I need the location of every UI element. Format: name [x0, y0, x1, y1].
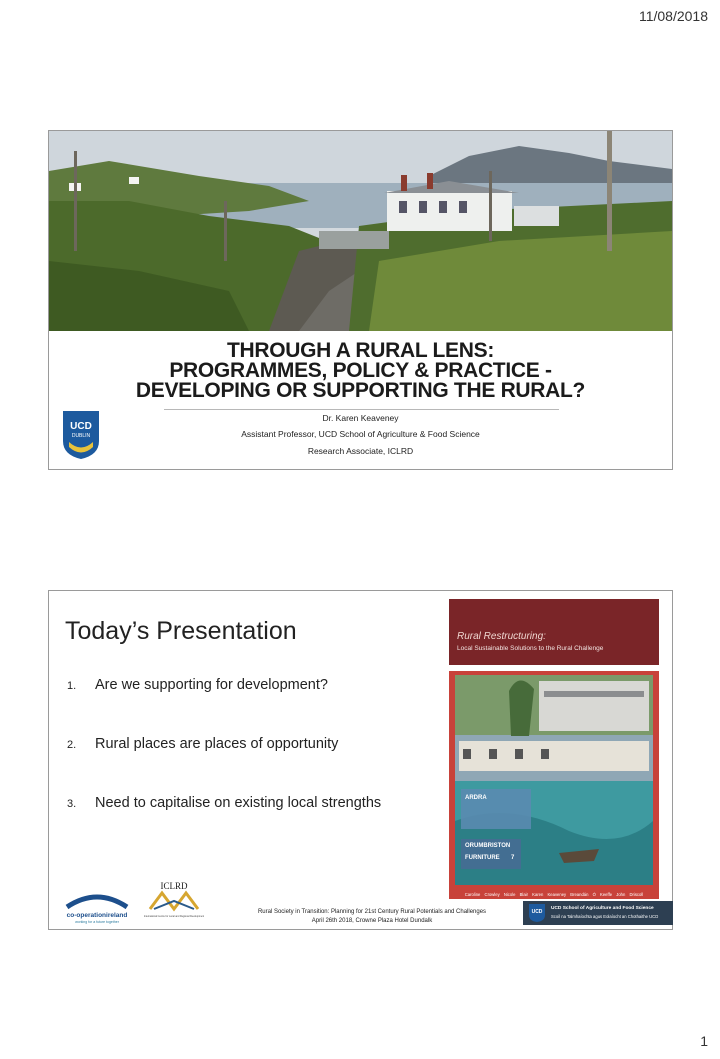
- author-role: Assistant Professor, UCD School of Agriculture & Food Science: [241, 429, 480, 439]
- book-cover: [449, 599, 659, 899]
- title-slide: [48, 130, 673, 470]
- list-number: 2.: [67, 739, 77, 751]
- coop-logo-name: co-operationireland: [66, 912, 128, 919]
- title-line-1: THROUGH A RURAL LENS:: [226, 339, 495, 362]
- author-name: Dr. Karen Keaveney: [322, 413, 399, 423]
- print-date: 11/08/2018: [638, 8, 708, 24]
- ucd-banner-mark: UCD: [531, 909, 543, 915]
- list-item: [67, 736, 338, 752]
- book-cover-header: [449, 599, 659, 665]
- ucd-school-banner: [523, 901, 673, 925]
- author-affiliation: Research Associate, ICLRD: [307, 446, 414, 456]
- iclrd-logo-tagline: International Centre for Local and Regional Development: [144, 915, 204, 918]
- ucd-logo-text: UCD: [70, 421, 92, 432]
- slide-footer-line-1: Rural Society in Transition: Planning for 21st Century Rural Potentials and Challenges: [257, 909, 487, 915]
- coop-logo-tagline: working for a future together: [75, 920, 119, 924]
- list-text: Rural places are places of opportunity: [95, 736, 339, 752]
- title-line-2: PROGRAMMES, POLICY & PRACTICE -: [169, 359, 552, 382]
- slide-title: [49, 341, 672, 401]
- list-item: [67, 795, 381, 811]
- book-subtitle: Local Sustainable Solutions to the Rural Challenge: [457, 645, 604, 652]
- list-number: 1.: [67, 680, 77, 692]
- ucd-banner-line-1: UCD School of Agriculture and Food Science: [551, 906, 654, 911]
- title-divider: [164, 409, 559, 410]
- iclrd-logo: [144, 879, 204, 925]
- slide-footer-line-2: April 26th 2018, Crowne Plaza Hotel Dundalk: [311, 918, 433, 924]
- list-text: Are we supporting for development?: [95, 677, 328, 693]
- list-number: 3.: [67, 798, 77, 810]
- title-line-3: DEVELOPING OR SUPPORTING THE RURAL?: [135, 379, 586, 402]
- list-text: Need to capitalise on existing local strengths: [95, 795, 382, 811]
- ucd-banner-line-2: Scoil na Talmhaíochta agus Eolaíocht an Chothaithe UCD: [551, 914, 659, 919]
- page-number: 1: [700, 1033, 708, 1049]
- sign-text: ORUMBRISTON: [465, 843, 511, 849]
- iclrd-logo-name: ICLRD: [160, 881, 188, 891]
- list-item: [67, 677, 328, 693]
- book-authors: Caroline Crowley Nicole Blair Karen Keaveney Breandán Ó Keeffe John Driscoll: [464, 892, 644, 897]
- coastal-landscape-photo: [49, 131, 672, 331]
- agenda-slide: [48, 590, 673, 930]
- book-cover-image: [449, 671, 659, 899]
- sign-text: FURNITURE: [465, 855, 500, 861]
- sign-text: 7: [511, 855, 515, 861]
- sign-text: ARDRA: [465, 795, 487, 801]
- slide-heading: Today’s Presentation: [65, 617, 297, 645]
- book-title: Rural Restructuring:: [457, 631, 546, 642]
- co-operation-ireland-logo: [57, 889, 137, 925]
- dublin-logo-text: DUBLIN: [71, 433, 91, 439]
